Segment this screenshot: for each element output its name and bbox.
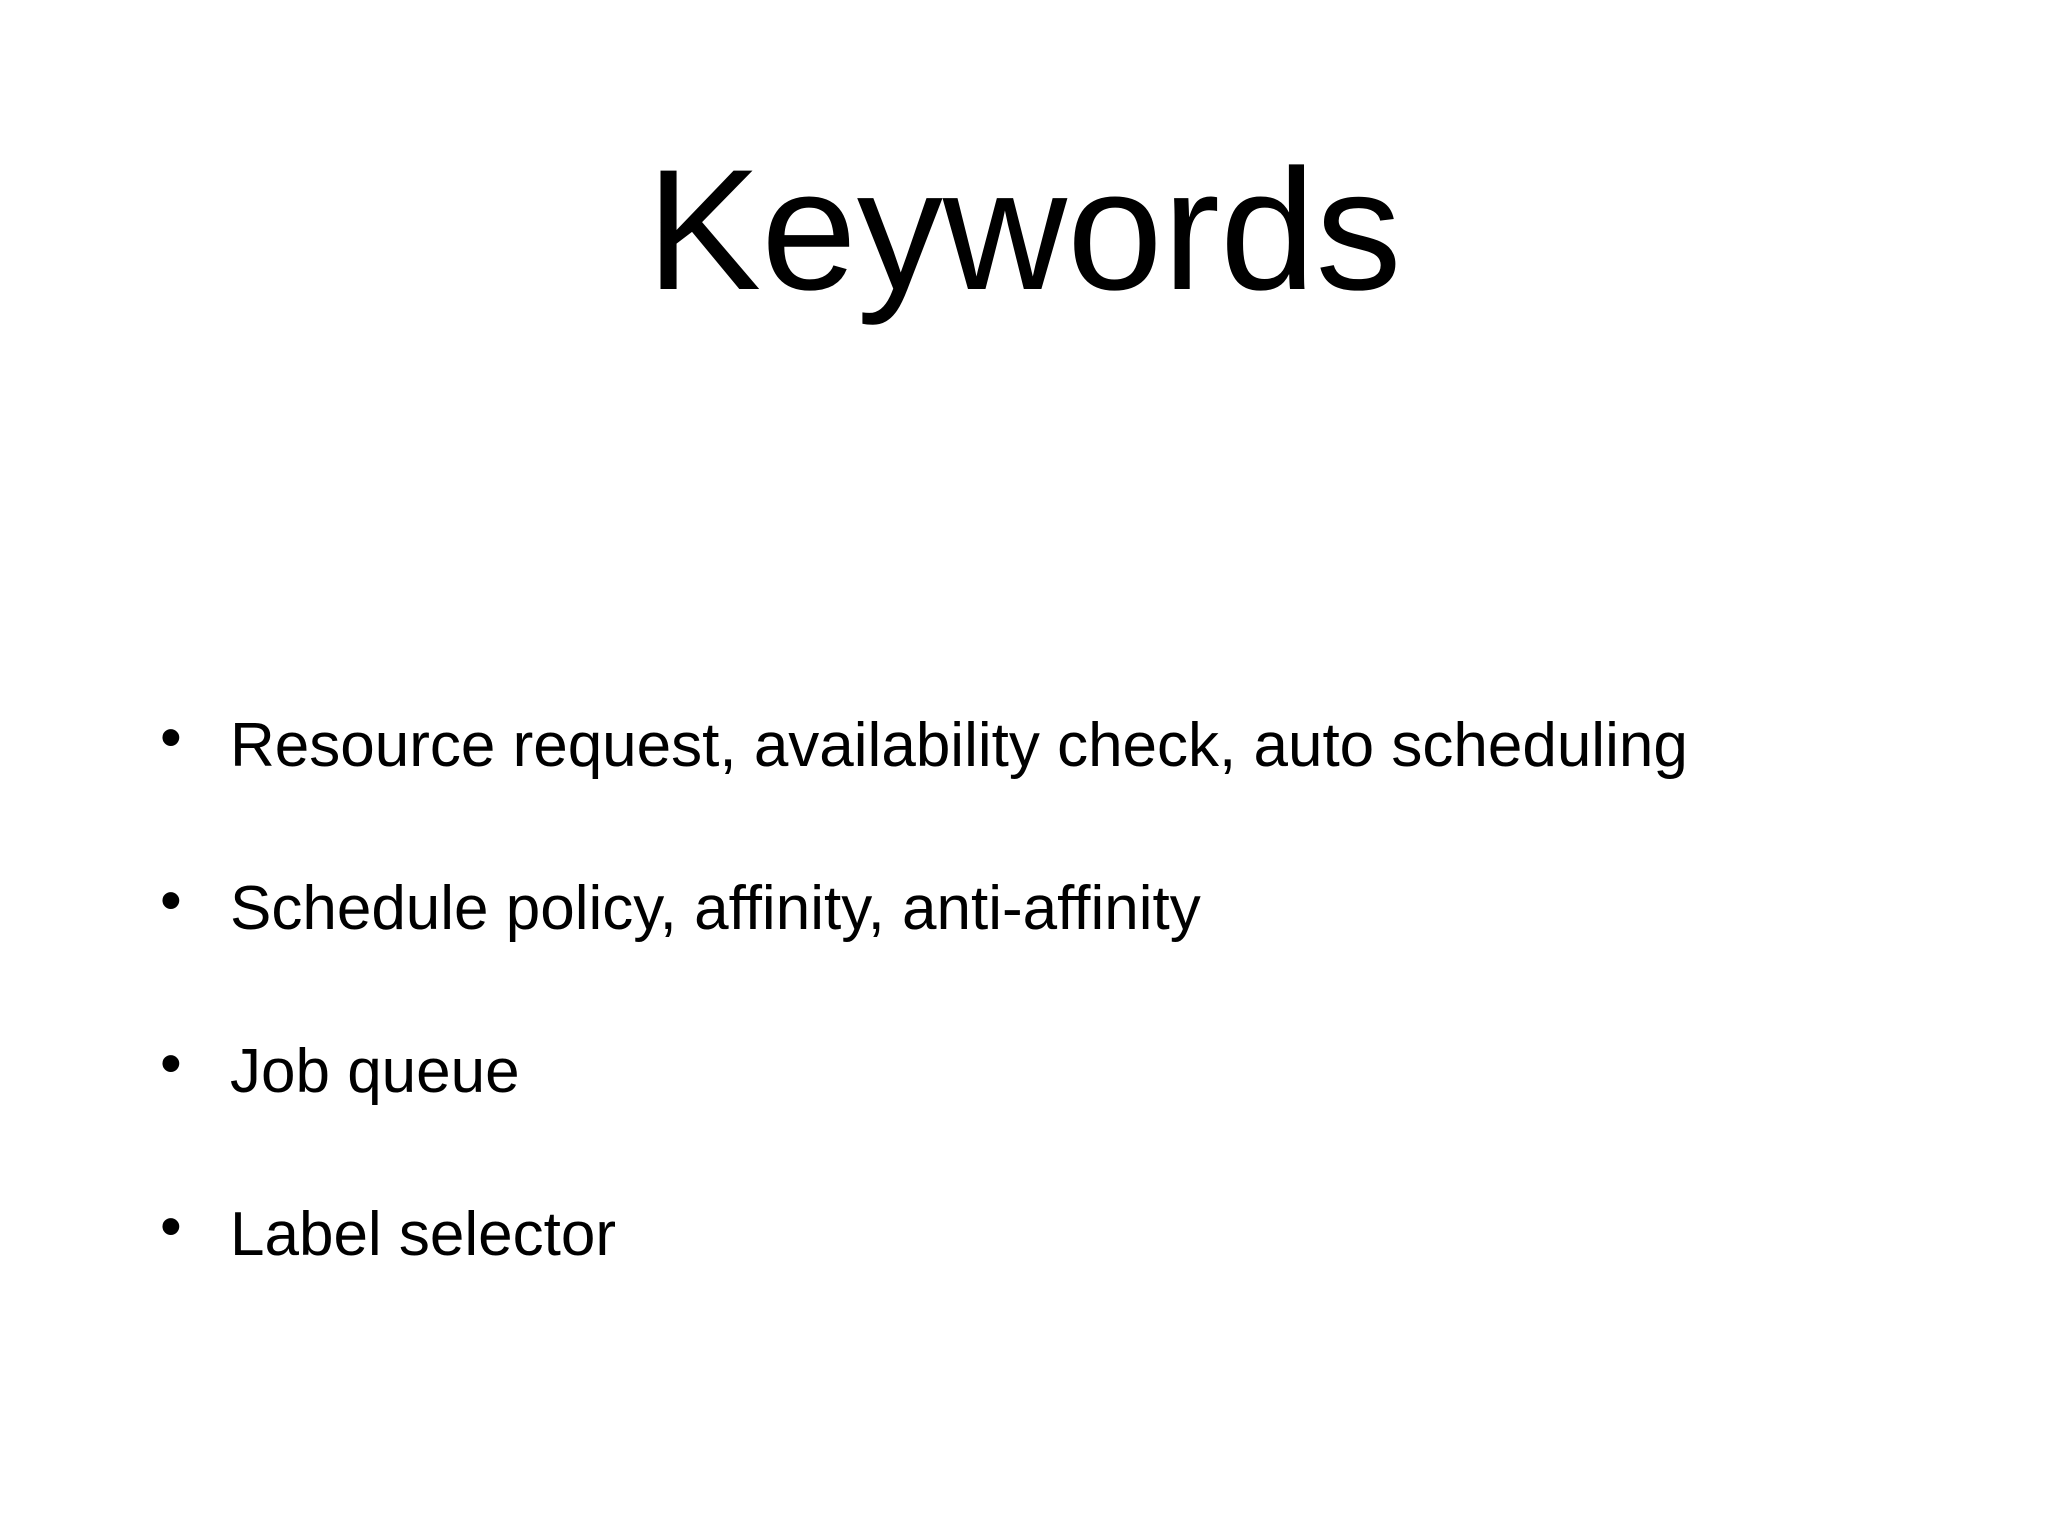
bullet-dot-icon: • <box>160 866 182 935</box>
bullet-list <box>160 703 1960 1358</box>
bullet-dot-icon: • <box>160 1029 182 1098</box>
list-item <box>160 703 1960 869</box>
bullet-dot-icon: • <box>160 703 182 772</box>
bullet-text: Resource request, availability check, auto scheduling <box>230 711 1688 780</box>
list-item <box>160 1192 1960 1358</box>
bullet-text: Schedule policy, affinity, anti-affinity <box>230 874 1201 943</box>
list-item <box>160 866 1960 1032</box>
slide-title: Keywords <box>646 134 1402 326</box>
bullet-dot-icon: • <box>160 1192 182 1261</box>
list-item <box>160 1029 1960 1195</box>
bullet-text: Job queue <box>230 1037 520 1106</box>
bullet-text: Label selector <box>230 1200 617 1269</box>
